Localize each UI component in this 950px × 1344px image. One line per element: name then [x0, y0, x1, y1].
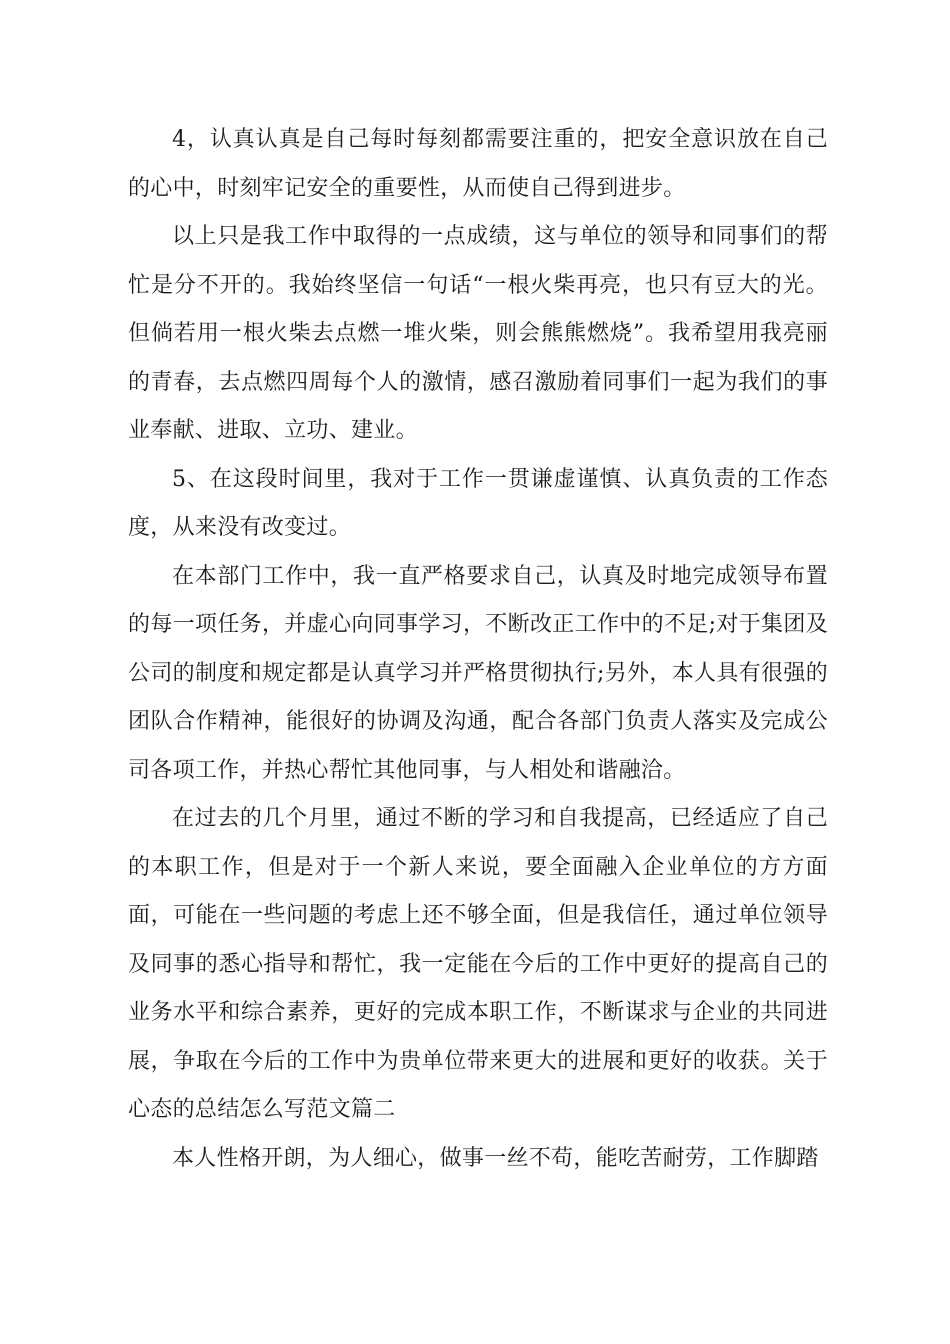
paragraph-department-work: 在本部门工作中，我一直严格要求自己，认真及时地完成领导布置的每一项任务，并虚心向同事学习，不断改正工作中的不足;对于集团及公司的制度和规定都是认真学习并严格贯彻执行;另外，本人具有很强的团队合作精神，能很好的协调及沟通，配合各部门负责人落实及完成公司各项工作，并热心帮忙其他同事，与人相处和谐融洽。 — [128, 563, 828, 783]
paragraph-past-months: 在过去的几个月里，通过不断的学习和自我提高，已经适应了自己的本职工作，但是对于一个新人来说，要全面融入企业单位的方方面面，可能在一些问题的考虑上还不够全面，但是我信任，通过单位领导及同事的悉心指导和帮忙，我一定能在今后的工作中更好的提高自己的业务水平和综合素养，更好的完成本职工作，不断谋求与企业的共同进展，争取在今后的工作中为贵单位带来更大的进展和更好的收获。关于心态的总结怎么写范文篇二 — [128, 806, 828, 1122]
paragraph-achievements: 以上只是我工作中取得的一点成绩，这与单位的领导和同事们的帮忙是分不开的。我始终坚信一句话“一根火柴再亮，也只有豆大的光。但倘若用一根火柴去点燃一堆火柴，则会熊熊燃烧”。我希望用我亮丽的青春，去点燃四周每个人的激情，感召激励着同事们一起为我们的事业奉献、进取、立功、建业。 — [128, 224, 828, 443]
document-body — [128, 116, 828, 1183]
paragraph-work-attitude: 5、在这段时间里，我对于工作一贯谦虚谨慎、认真负责的工作态度，从来没有改变过。 — [128, 466, 828, 540]
paragraph-safety-awareness: 4，认真认真是自己每时每刻都需要注重的，把安全意识放在自己的心中，时刻牢记安全的重要性，从而使自己得到进步。 — [128, 127, 828, 201]
paragraph-personality: 本人性格开朗，为人细心，做事一丝不苟，能吃苦耐劳，工作脚踏 — [172, 1145, 819, 1171]
